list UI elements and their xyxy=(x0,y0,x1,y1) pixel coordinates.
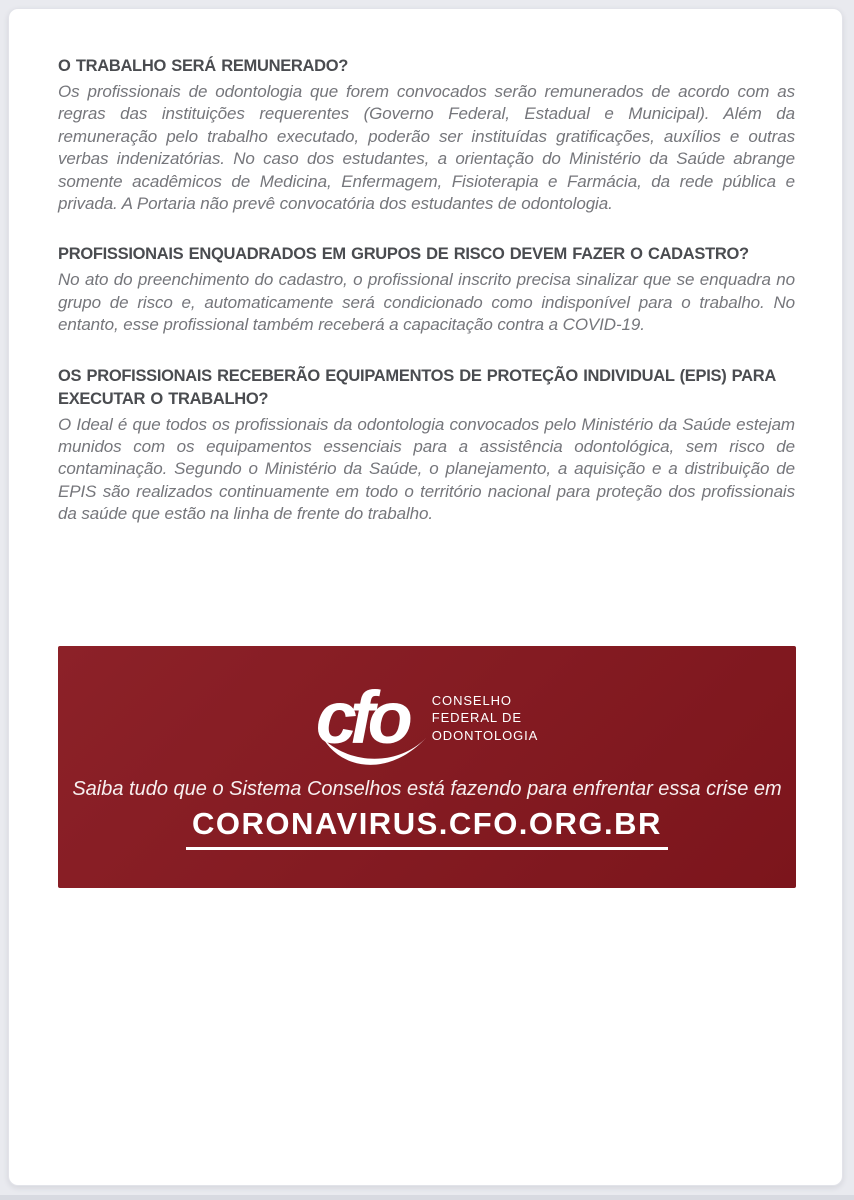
photo-bottom-edge xyxy=(0,1195,854,1200)
faq-section-remuneration xyxy=(58,55,795,215)
section-body: Os profissionais de odontologia que forem convocados serão remunerados de acordo com as regras das instituições requerentes (Governo Federal, Estadual e Municipal). Além da remuneração pelo trabalho executado, poderão ser instituídas gratificações, auxílios e outras verbas indenizatórias. No caso dos estudantes, a orientação do Ministério da Saúde abrange somente acadêmicos de Medicina, Enfermagem, Fisioterapia e Farmácia, da rede pública e privada. A Portaria não prevê convocatória dos estudantes de odontologia. xyxy=(58,82,795,214)
cfo-banner xyxy=(58,646,796,888)
section-heading: O TRABALHO SERÁ REMUNERADO? xyxy=(58,57,349,75)
cfo-logo-mark xyxy=(316,670,416,766)
faq-section-risk-groups xyxy=(58,243,795,336)
org-name-line: ODONTOLOGIA xyxy=(431,727,539,743)
section-body: O Ideal é que todos os profissionais da odontologia convocados pelo Ministério da Saúde estejam munidos com os equipamentos essenciais para a assistência odontológica, sem risco de contaminação. Segundo o Ministério da Saúde, o planejamento, a aquisição e a distribuição de EPIS são realizados continuamente em todo o território nacional para proteção dos profissionais da saúde que estão na linha de frente do trabalho. xyxy=(58,414,795,524)
section-body: No ato do preenchimento do cadastro, o profissional inscrito precisa sinalizar que se enquadra no grupo de risco e, automaticamente será condicionado como indisponível para o trabalho. No entanto, esse profissional também receberá a capacitação contra a COVID-19. xyxy=(58,270,795,335)
org-name-line: FEDERAL DE xyxy=(431,710,522,726)
faq-section-ppe xyxy=(58,365,795,526)
document-page xyxy=(8,8,843,1186)
banner-url: CORONAVIRUS.CFO.ORG.BR xyxy=(186,806,668,850)
faq-content xyxy=(9,9,842,526)
cfo-logo-text: cfo xyxy=(315,676,406,759)
section-heading: OS PROFISSIONAIS RECEBERÃO EQUIPAMENTOS DE PROTEÇÃO INDIVIDUAL (EPIS) PARA EXECUTAR O TRABALHO? xyxy=(58,366,776,408)
logo-swoosh-icon xyxy=(320,734,430,770)
cfo-logo xyxy=(316,670,538,766)
section-heading: PROFISSIONAIS ENQUADRADOS EM GRUPOS DE RISCO DEVEM FAZER O CADASTRO? xyxy=(58,245,749,264)
org-name xyxy=(432,692,538,745)
org-name-line: CONSELHO xyxy=(431,692,512,708)
banner-tagline: Saiba tudo que o Sistema Conselhos está fazendo para enfrentar essa crise em xyxy=(72,778,782,800)
